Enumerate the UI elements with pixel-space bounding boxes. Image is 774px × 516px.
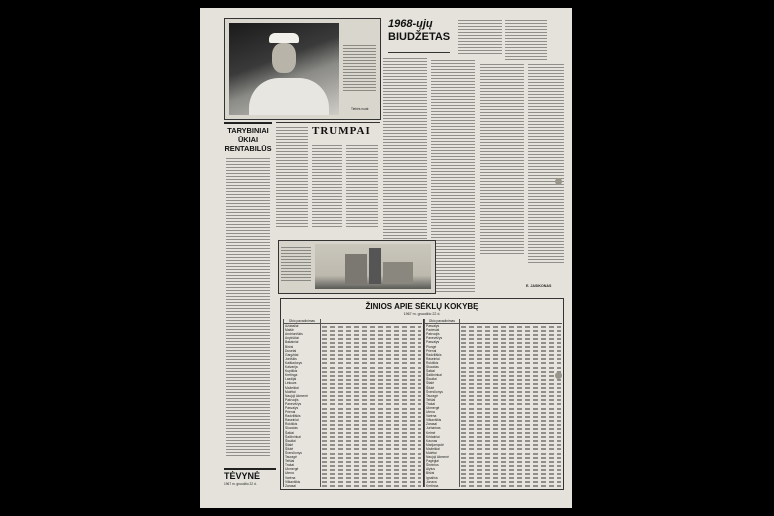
farm-name: Šalčininkai [284,435,321,439]
short-news-article [276,122,380,233]
farm-name: Rokiškis [425,361,460,365]
farm-name: Dusetai [284,349,321,353]
profit-title-3: RENTABILŪS [224,144,272,153]
farm-name: Trakai [284,463,321,467]
farm-name: Ignalina [425,476,460,480]
farm-name: Utena [425,410,460,414]
farm-name: Šakiai [284,431,321,435]
farm-name: Šiauliai [425,377,460,381]
farm-name: Prienai [284,410,321,414]
farm-name: Paviesiai [425,328,460,332]
farm-name: Pasvalys [284,406,321,410]
table-row [425,484,563,487]
farm-name: Mažeikiai [425,447,460,451]
seeds-date: 1967 m. gruodžio 22 d. [403,312,441,316]
seeds-title: ŽINIOS APIE SĖKLŲ KOKYBĘ [365,302,479,311]
farm-name: Šalčininkai [425,373,460,377]
farm-name: Rokiškis [284,422,321,426]
farm-name: Šilutė [284,447,321,451]
farm-name: Linkuva [284,381,321,385]
farm-name: Alytus [425,467,460,471]
farm-name: Švenčionys [284,451,321,455]
farm-name: Pakruojis [425,332,460,336]
farm-name: Šilutė [425,386,460,390]
farm-name: Jonava [425,480,460,484]
author-signature: E. JASIKONAS [526,284,552,288]
farm-name: Kretinga [284,373,321,377]
farm-name: Biržai [284,345,321,349]
farm-name: Marijampolė [425,443,460,447]
budget-header [388,18,450,53]
footer-date: 1967 m. gruodžio 22 d. [224,482,257,486]
table-row [425,455,563,459]
seeds-table-left [283,319,422,487]
farm-name: Skuodas [284,426,321,430]
farm-name: Kaišiadorys [284,361,321,365]
budget-title: BIUDŽETAS [388,31,451,43]
farm-name: Kalvarija [284,365,321,369]
factory-photo-block [278,240,436,294]
seeds-table-block [280,298,564,490]
short-news-title: TRUMPAI [312,125,371,137]
farm-name: Raseiniai [425,357,460,361]
farm-name: Skuodas [425,365,460,369]
farm-name: Ažubaliai [284,324,321,329]
farm-name: Lazdijai [284,377,321,381]
portrait-photo [229,23,339,115]
footer-masthead [224,468,276,496]
farm-name: Bakainiai [284,340,321,344]
farm-name: Kelmė [425,431,460,435]
farm-name: Švenčionys [425,390,460,394]
farm-name: Radviliškis [284,414,321,418]
budget-year: 1968-ųjų [388,18,433,30]
farm-name: Biržai [425,471,460,475]
farm-name: Širvintos [425,463,460,467]
profit-title-2: ŪKIAI [237,135,259,144]
farm-name: Ukmergė [284,467,321,471]
farm-name: Naujoji Akmenė [284,394,321,398]
farm-name: Kaunas [425,439,460,443]
farm-name: Jurbarkas [425,426,460,430]
farm-name: Naujoji Akmenė [425,455,460,459]
photo-block [224,18,381,120]
seeds-table-right [424,319,562,487]
seeds-right-header: Ūkio pavadinimas [425,319,460,324]
farm-name: Telšiai [425,398,460,402]
farm-name: Varėna [284,476,321,480]
newspaper-page [200,8,572,508]
seeds-left-header: Ūkio pavadinimas [284,319,321,324]
farm-name: Zarasai [284,484,321,487]
farm-name: Šiauliai [284,439,321,443]
farm-name: Kupiškis [284,369,321,373]
profit-article [224,122,272,464]
farm-name: Zarasai [425,422,460,426]
farm-name: Prienai [425,349,460,353]
farm-name: Pasvalys [425,324,460,329]
farm-name: Pakruojis [284,398,321,402]
profit-title-1: TARYBINIAI [227,126,269,135]
farm-name: Kėdainiai [425,435,460,439]
farm-name: Gargždai [284,353,321,357]
farm-name: Varėna [425,414,460,418]
farm-name: Molėtai [284,390,321,394]
farm-name: Pasvalys [425,340,460,344]
farm-name: Vilkaviškis [284,480,321,484]
farm-name: Vilkaviškis [425,418,460,422]
farm-name: Tauragė [425,394,460,398]
farm-name: Šilalė [284,443,321,447]
farm-name: Trakai [425,402,460,406]
factory-photo [315,244,431,289]
footer-name: TĖVYNĖ [224,471,261,481]
farm-name: Šilalė [425,381,460,385]
table-row [284,484,423,487]
farm-name: Kretinga [425,484,460,487]
farm-name: Pagėgiai [425,459,460,463]
farm-name: Utena [284,471,321,475]
farm-name: Plungė [425,345,460,349]
farm-name: Raseiniai [284,418,321,422]
farm-name: Panevėžys [425,336,460,340]
farm-name: Anykščiai [284,336,321,340]
farm-name: Šakiai [425,369,460,373]
farm-name: Telšiai [284,459,321,463]
farm-name: Tauragė [284,455,321,459]
photo-caption: Tiebės nuotr. [351,107,370,111]
table-row [284,394,423,398]
farm-name: Joniškis [284,357,321,361]
farm-name: Ukmergė [425,406,460,410]
farm-name: Panevėžys [284,402,321,406]
farm-name: Maišė [284,328,321,332]
farm-name: Molėtai [425,451,460,455]
farm-name: Andrioniškis [284,332,321,336]
farm-name: Radviliškis [425,353,460,357]
farm-name: Mažeikiai [284,386,321,390]
